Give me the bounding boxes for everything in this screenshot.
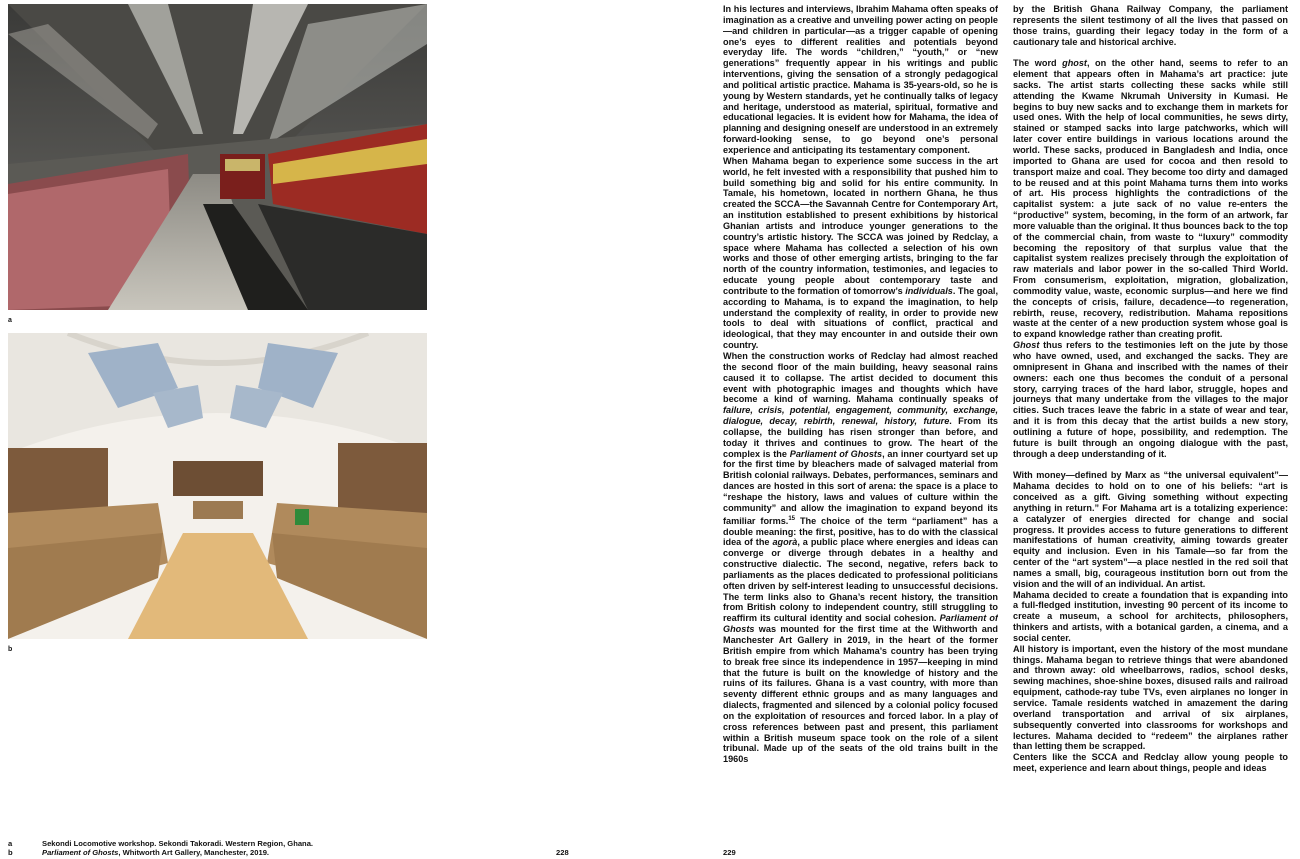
caption-b [8,848,313,857]
column1-p3-part-b: . From its collapse, the building has risen stronger than before, and today it thrives and continues to grow. The heart of the complex is the [723,416,998,459]
column2-paragraph-4: With money—defined by Marx as “the universal equivalent”—Mahama decides to hold on to one of his beliefs: “art is conceived as a gift. Giving something without expecting anything in return.” For Mahama art is a totalizing experience: a catalyzer of energies directed for change and social progress. It provides access to future generations to different manifestations of human creativity, aiming towards greater equity and inclusion. Even in his Tamale—so far from the center of the “art system”—a place nestled in the red soil that names a small, big, courageous institution born out from the vision and the will of an individual. An artist. [1013,470,1288,589]
page-number-right: 229 [723,848,736,857]
column2-p3-text: thus refers to the testimonies left on the jute by those who have owned, used, and exchanged the sacks. They are omnipresent in Ghana and inscribed with the names of their owners: each one thus becomes the conduit of a personal story, carrying traces of the hard labor, struggle, hopes and journeys that many undertake from the villages to the major cities. Such traces leave the fabric in a state of wear and tear, and it is from this decay that the artist builds a new story, outlining a future of hope, possibility, and redemption. The future is built through an ongoing dialogue with the past, through a deep understanding of it. [1013,340,1288,459]
column1-p3-part-a: When the construction works of Redclay had almost reached the second floor of the main building, heavy seasonal rains caused it to collapse. The artist decided to document this event with photographic images and thoughts which have become a kind of warning. Mahama continually speaks of [723,351,998,405]
text-column-2 [1013,4,1288,839]
column1-p2-emphasis: individuals [905,285,953,296]
page-number-left: 228 [556,848,569,857]
column1-p3-emphasis-1: Parliament of Ghosts [789,448,883,459]
column2-paragraph-1: by the British Ghana Railway Company, the parliament represents the silent testimony of all the lives that passed on those trains, guarding their legacy today in the form of a cautionary tale and historical archive. [1013,4,1288,47]
caption-a [8,839,313,848]
caption-b-letter: b [8,848,13,857]
captions [8,839,313,857]
column1-paragraph-3 [723,351,998,765]
column2-p3-emphasis: Ghost [1013,340,1040,351]
column1-p2-part-b: . The goal, according to Mahama, is to expand the imagination, to help understand the complexity of reality, in order to provide new tools to deal with situations of conflict, practical and ideological, that they may encounter in and outside their own country. [723,285,998,351]
column2-paragraph-6: All history is important, even the history of the most mundane things. Mahama began to retrieve things that were abandoned and thrown away: old wheelbarrows, radios, school desks, sewing machines, shoe-shine boxes, disused rails and railroad equipment, cathode-ray tube TVs, even airplanes no longer in service. Tamale residents watched in amazement the daring overland transportation and arrival of six airplanes, subsequently converted into classrooms for workshops and lectures. Mahama decided to “redeem” the airplanes rather than letting them be scrapped. [1013,643,1288,752]
caption-a-text: Sekondi Locomotive workshop. Sekondi Takoradi. Western Region, Ghana. [42,839,314,848]
column2-paragraph-2 [1013,58,1288,340]
column1-p3-part-c: , an inner courtyard set up for the first time by bleachers made of salvaged material from British colonial railways. Debates, performances, seminars and dances are hosted in this sort of arena: the space is a place to “reshape the history, laws and values of culture within the community” and allow the imagination to expand beyond its familiar forms. [723,448,998,526]
column1-p3-part-e: , a public place where energies and ideas can converge or diverge through debates in a healthy and constructive dialectic. The second, negative, refers back to parliaments as the places dedicated to professional politicians often driven by self-interest leading to unsuccessful decisions. The term links also to Ghana’s recent history, the transition from British colony to independent country, still struggling to reaffirm its cultural identity and social cohesion. [723,537,998,624]
column2-p2-part-a: The word [1013,58,1063,69]
caption-b-text: , Whitworth Art Gallery, Manchester, 2019. [118,848,270,857]
parliament-of-ghosts-image [8,333,427,639]
caption-b-title: Parliament of Ghosts [42,848,119,857]
column2-paragraph-7: Centers like the SCCA and Redclay allow young people to meet, experience and learn about things, people and ideas [1013,752,1288,774]
column1-p3-emphasis-2: agorà [772,537,798,548]
footnote-marker: 15 [788,515,795,522]
caption-a-letter: a [8,839,13,848]
column1-p3-part-f: was mounted for the first time at the Withworth and Manchester Art Gallery in 2019, in the heart of the former British empire from which Mahama’s country has been trying to break free since its independence in 1957—keeping in mind that the future is built on the knowledge of history and the ruins of its failures. Ghana is a vast country, with more than seventy different ethnic groups and as many languages and dialects, fragmented and silenced by a colonial policy focused on the exploitation of resources and forced labor. In a play of cross references between past and present, this parliament within a British museum space took on the role of a silent tribunal. Made up of the seats of the old trains built in the 1960s [723,624,998,765]
locomotive-workshop-image [8,4,427,310]
column1-p2-part-a: When Mahama began to experience some success in the art world, he felt invested with a responsibility that pushed him to build something big and solid for his entire community. In Tamale, his hometown, located in northern Ghana, he thus created the SCCA—the Savannah Centre for Contemporary Art, an institution established to present exhibitions by historical Ghanian artists and introduce younger generations to the country’s artistic history. The SCCA was joined by Redclay, a space where Mahama has collected a selection of his own works and those of other emerging artists, bringing to the far north of the country information, testimonies, and legacies to educate young people about contemporary taste and contribute to the formation of tomorrow’s [723,155,998,296]
photo-b-label: b [8,646,13,653]
column1-paragraph-2 [723,156,998,351]
column2-paragraph-5: Mahama decided to create a foundation that is expanding into a full-fledged institution, investing 90 percent of its income to create a museum, a school for architects, philosophers, thinkers and artists, with a botanical garden, a cinema, and a social center. [1013,589,1288,643]
column2-p2-part-b: , on the other hand, seems to refer to an element that appears often in Mahama’s art practice: jute sacks. The artist starts collecting these sacks while still attending the Kwame Nkrumah University in Kumasi. He begins to buy new sacks and to exchange them in markets for used ones. With the help of local communities, he sews dirty, stained or stamped sacks into large patchworks, which will later cover entire buildings in various locations around the world. These sacks, produced in Bangladesh and India, once imported to Ghana are used for cocoa and then resold to transport maize and coal. They become too dirty and damaged to be reused and at this point Mahama turns them into works of art. His process highlights the contradictions of the capitalist system: a jute sack of no value re-enters the “productive” system, becoming, in the form of an artwork, far more valuable than the original. It thus bounces back to the top of the commercial chain, from waste to “luxury” commodity becoming the repository of that surplus value that the capitalist system realizes precisely through the exploitation of raw materials and labor power in the so-called Third World. From consumerism, exploitation, migration, globalization, commodity value, waste, economic surplus—and here we find the concepts of crisis, failure, decadence—to regeneration, rebirth, reuse, recovery, redistribution. Mahama repositions waste at the center of a new production system whose goal is to expand knowledge rather than creating profit. [1013,58,1288,340]
column1-p3-keywords: failure, crisis, potential, engagement, community, exchange, dialogue, decay, rebirth, renewal, history, future [723,405,998,427]
column1-paragraph-1: In his lectures and interviews, Ibrahim Mahama often speaks of imagination as a creative and unveiling power acting on people—and children in particular—as a trigger capable of opening one’s eyes to different realities and potentials beyond everyday life. The words “children,” “youth,” or “new generations” frequently appear in his writings and public interventions, giving the sensation of a strongly pedagogical and political artistic practice. Mahama is 35-years-old, so he is young by Western standards, yet he continually talks of legacy and heritage, understood as material, spiritual, formative and educational legacies. It is evident how for Mahama, the idea of planning and designing oneself are understood in an extremely forward-looking sense, to go beyond one’s personal experience and anticipating its testamentary component. [723,4,998,155]
photo-parliament-of-ghosts [8,333,427,639]
column1-p3-part-d: The choice of the term “parliament” has a double meaning: the first, positive, has to do with the classical idea of the [723,515,998,548]
photo-locomotive-workshop [8,4,427,310]
column2-paragraph-3 [1013,340,1288,459]
text-column-1 [723,4,998,839]
column2-p2-emphasis: ghost [1062,58,1087,69]
photo-a-label: a [8,317,12,324]
column1-p3-emphasis-3: Parliament of Ghosts [723,613,998,635]
